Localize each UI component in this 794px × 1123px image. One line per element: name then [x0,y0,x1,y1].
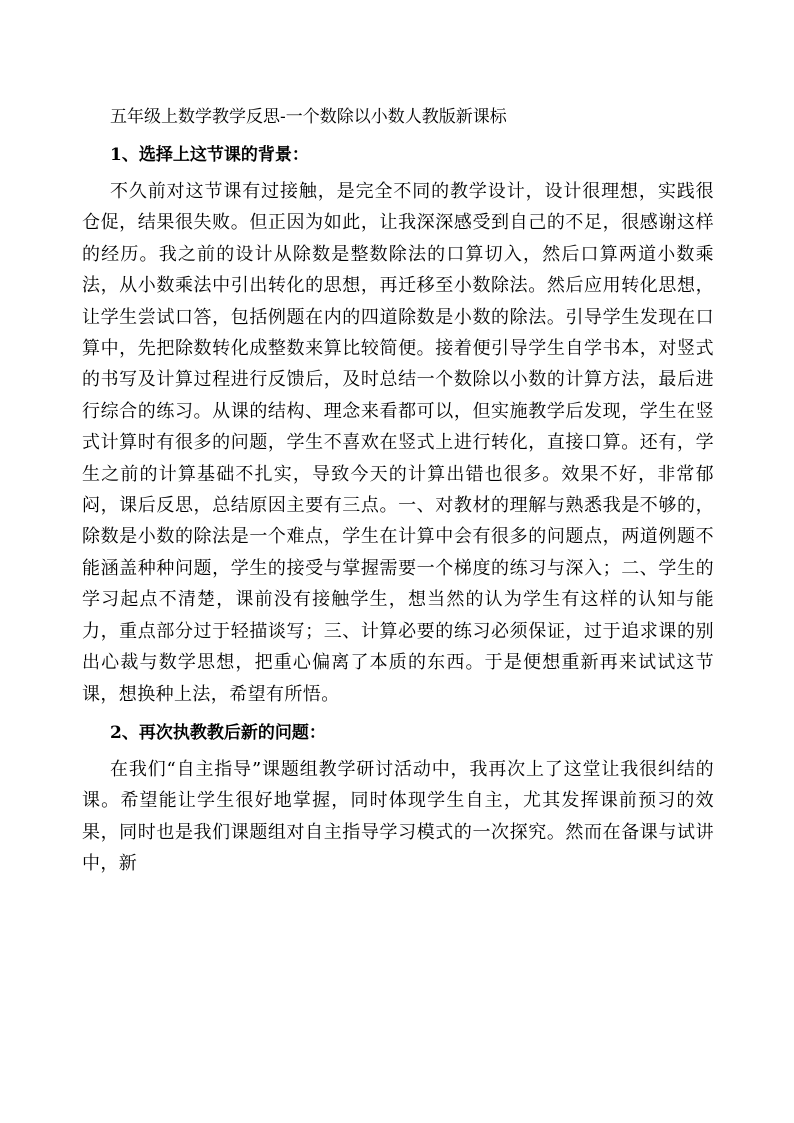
section-paragraph-2: 在我们“自主指导”课题组教学研讨活动中，我再次上了这堂让我很纠结的课。希望能让学生很好地掌握，同时体现学生自主，尤其发挥课前预习的效果，同时也是我们课题组对自主指导学习模式的一次探究。然而在备课与试讲中，新 [82,758,714,875]
section-heading-1: 1、选择上这节课的背景： [110,145,309,165]
document-title: 五年级上数学教学反思-一个数除以小数人教版新课标 [110,107,507,127]
section-heading-2: 2、再次执教教后新的问题： [110,722,326,743]
document-body [82,98,714,880]
section-paragraph-1: 不久前对这节课有过接触，是完全不同的教学设计，设计很理想，实践很仓促，结果很失败。但正因为如此，让我深深感受到自己的不足，很感谢这样的经历。我之前的设计从除数是整数除法的口算切入，然后口算两道小数乘法，从小数乘法中引出转化的思想，再迁移至小数除法。然后应用转化思想，让学生尝试口答，包括例题在内的四道除数是小数的除法。引导学生发现在口算中，先把除数转化成整数来算比较简便。接着便引导学生自学书本，对竖式的书写及计算过程进行反馈后，及时总结一个数除以小数的计算方法，最后进行综合的练习。从课的结构、理念来看都可以，但实施教学后发现，学生在竖式计算时有很多的问题，学生不喜欢在竖式上进行转化，直接口算。还有，学生之前的计算基础不扎实，导致今天的计算出错也很多。效果不好，非常郁闷，课后反思，总结原因主要有三点。一、对教材的理解与熟悉我是不够的，除数是小数的除法是一个难点，学生在计算中会有很多的问题点，两道例题不能涵盖种种问题，学生的接受与掌握需要一个梯度的练习与深入；二、学生的学习起点不清楚，课前没有接触学生，想当然的认为学生有这样的认知与能力，重点部分过于轻描谈写；三、计算必要的练习必须保证，过于追求课的别出心裁与数学思想，把重心偏离了本质的东西。于是便想重新再来试试这节课，想换种上法，希望有所悟。 [82,181,714,705]
